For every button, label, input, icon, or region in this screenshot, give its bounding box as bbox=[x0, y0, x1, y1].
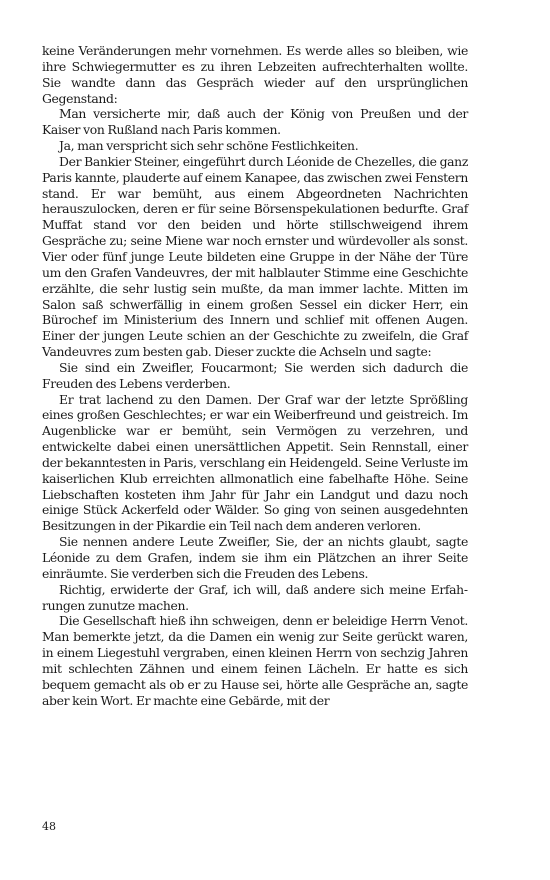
paragraph: Ja, man verspricht sich sehr schöne Festlichkeiten. bbox=[59, 138, 359, 154]
paragraph: Richtig, erwiderte der Graf, ich will, daß andere sich meine Erfahrungen zunutze machen. bbox=[42, 581, 468, 613]
paragraph: Man versicherte mir, daß auch der König von Preußen und der Kaiser von Rußland nach Paris kommen. bbox=[42, 106, 468, 138]
text-block bbox=[42, 43, 468, 708]
page-number: 48 bbox=[42, 820, 56, 833]
paragraph: keine Veränderungen mehr vornehmen. Es werde alles so bleiben, wie ihre Schwiegermutter es zu ihren Lebzeiten aufrechterhalten wollte. Sie wandte dann das Gespräch wieder auf den ursprünglichen Gegenstand: bbox=[42, 43, 468, 106]
paragraph: Er trat lachend zu den Damen. Der Graf war der letzte Sprößling eines großen Geschlechtes; er war ein Weiberfreund und geistreich. Im Augenblicke war er bemüht, sein Vermögen zu verzehren, und entwickelte dabei einen unersättlichen Appetit. Sein Rennstall, einer der bekanntesten in Paris, verschlang ein Heidengeld. Seine Verluste im kaiserlichen Klub erreichten allmonatlich eine fabelhafte Höhe. Seine Liebschaften kosteten ihm Jahr für Jahr ein Landgut und dazu noch einige Stück Ackerfeld oder Wälder. So ging von seinen ausgedehnten Besitzungen in der Pikardie ein Teil nach dem anderen verloren. bbox=[42, 391, 468, 534]
paragraph: Sie sind ein Zweifler, Foucarmont; Sie werden sich dadurch die Freuden des Lebens verderben. bbox=[42, 359, 468, 391]
paragraph: Die Gesellschaft hieß ihn schweigen, denn er beleidige Herrn Venot. Man bemerkte jetzt, da die Damen ein wenig zur Seite gerückt waren, in einem Liegestuhl vergraben, einen kleinen Herrn von sechzig Jahren mit schlechten Zähnen und einem feinen Lächeln. Er hatte es sich bequem gemacht als ob er zu Hause sei, hörte alle Gespräche an, sagte aber kein Wort. Er machte eine Gebärde, mit der bbox=[42, 613, 468, 708]
paragraph: Sie nennen andere Leute Zweifler, Sie, der an nichts glaubt, sagte Léonide zu dem Grafen, indem sie ihm ein Plätzchen an ihrer Seite einräumte. Sie verderben sich die Freuden des Lebens. bbox=[42, 534, 468, 581]
paragraph: Der Bankier Steiner, eingeführt durch Léonide de Chezelles, die ganz Paris kannte, plauderte auf einem Kanapee, das zwischen zwei Fenstern stand. Er war bemüht, aus einem Abgeordneten Nachrichten herauszulocken, deren er für seine Börsenspekulationen bedurfte. Graf Muffat stand vor den beiden und hörte stillschweigend ihrem Gespräche zu; seine Miene war noch ernster und würdevoller als sonst. Vier oder fünf junge Leute bildeten eine Gruppe in der Nähe der Türe um den Grafen Vandeuvres, der mit halblauter Stimme eine Geschichte erzählte, die sehr lustig sein mußte, da man immer lachte. Mitten im Salon saß schwerfällig in einem großen Sessel ein dicker Herr, ein Bürochef im Ministerium des Innern und schlief mit offenen Augen. Einer der jungen Leute schien an der Geschichte zu zweifeln, die Graf Vandeuvres zum besten gab. Dieser zuckte die Achseln und sagte: bbox=[42, 153, 468, 360]
